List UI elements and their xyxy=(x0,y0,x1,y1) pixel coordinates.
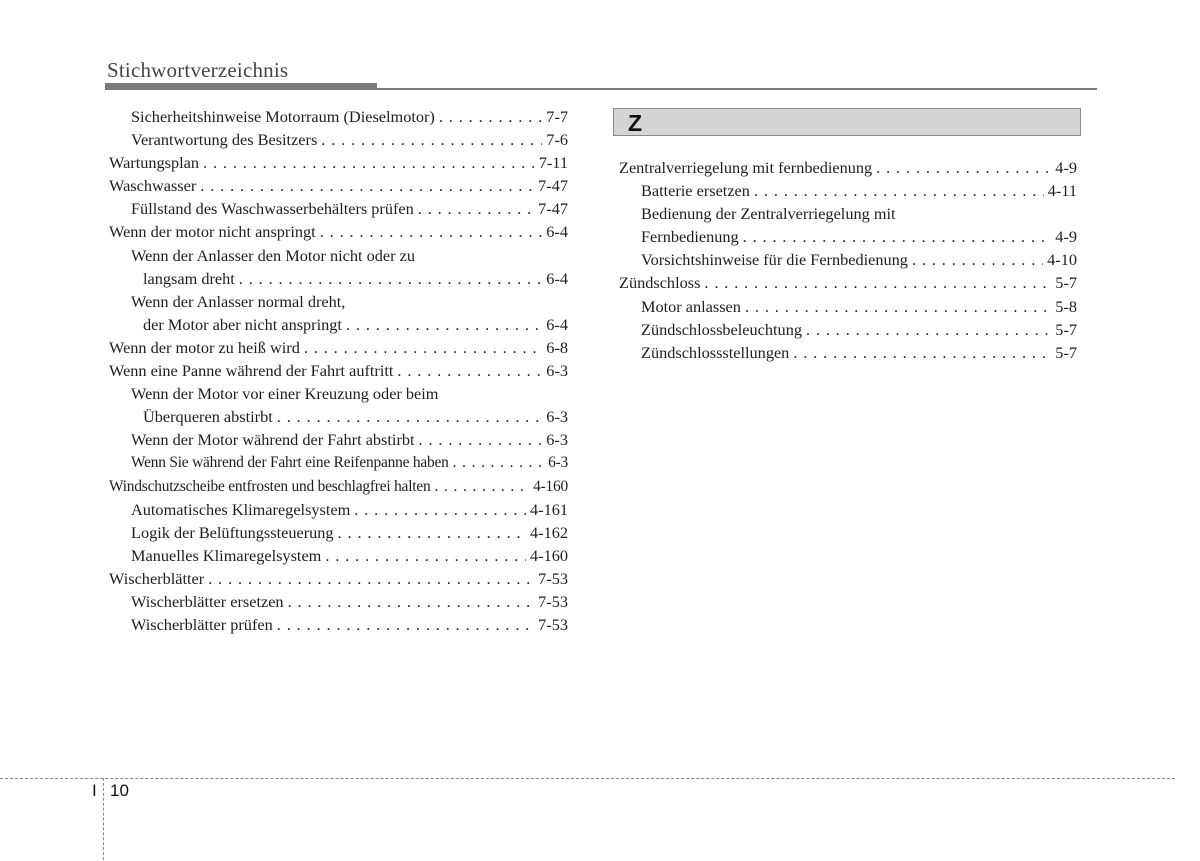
index-term: der Motor aber nicht anspringt xyxy=(143,314,342,334)
dot-leader xyxy=(419,428,543,451)
index-entry xyxy=(619,225,1077,248)
index-page-ref: 6-4 xyxy=(546,222,568,242)
index-term: Zündschlossstellungen xyxy=(641,342,790,362)
index-term: Motor anlassen xyxy=(641,296,741,316)
index-term: Wenn der Motor während der Fahrt abstirbt xyxy=(131,430,415,450)
index-page-ref: 5-7 xyxy=(1055,273,1077,293)
index-page-ref: 7-6 xyxy=(546,130,568,150)
dot-leader xyxy=(876,156,1051,179)
index-term: Wenn eine Panne während der Fahrt auftritt xyxy=(109,361,394,381)
index-term: Überqueren abstirbt xyxy=(143,407,273,427)
dot-leader xyxy=(912,248,1043,271)
dot-leader xyxy=(745,295,1051,318)
index-page-ref: 7-11 xyxy=(538,153,568,173)
index-page-ref: 5-8 xyxy=(1055,296,1077,316)
index-term: Wenn der motor nicht anspringt xyxy=(109,222,316,242)
index-term: Batterie ersetzen xyxy=(641,181,750,201)
index-entry xyxy=(109,498,568,521)
index-term: Zentralverriegelung mit fernbedienung xyxy=(619,158,873,177)
dot-leader xyxy=(277,613,534,636)
dot-leader xyxy=(338,521,526,544)
page-title: Stichwortverzeichnis xyxy=(107,58,289,82)
index-page-ref: 4-162 xyxy=(530,522,568,542)
index-entry xyxy=(619,179,1077,202)
index-term: Zündschlossbeleuchtung xyxy=(641,319,802,339)
index-entry xyxy=(619,156,1077,179)
dot-leader xyxy=(200,174,534,197)
index-entry xyxy=(109,313,568,336)
index-entry xyxy=(109,359,568,382)
dot-leader xyxy=(304,336,542,359)
index-entry xyxy=(619,295,1077,318)
index-term: Wischerblätter ersetzen xyxy=(131,591,284,611)
index-page-ref: 6-4 xyxy=(546,268,568,288)
footer-page-number: 10 xyxy=(110,781,129,800)
index-entry xyxy=(109,590,568,613)
index-page-ref: 4-9 xyxy=(1055,158,1077,177)
index-entry xyxy=(109,128,568,151)
index-page-ref: 4-161 xyxy=(530,499,568,519)
index-term: Logik der Belüftungssteuerung xyxy=(131,522,334,542)
index-entry xyxy=(109,174,568,197)
index-entry xyxy=(109,405,568,428)
dot-leader xyxy=(754,179,1044,202)
index-page-ref: 4-11 xyxy=(1047,181,1077,201)
index-entry xyxy=(109,220,568,243)
index-term: Waschwasser xyxy=(109,176,197,196)
dot-leader xyxy=(208,567,534,590)
index-term: Wenn der motor zu heiß wird xyxy=(109,337,300,357)
dot-leader xyxy=(418,197,534,220)
dot-leader xyxy=(704,271,1051,294)
index-page-ref: 4-10 xyxy=(1047,250,1077,270)
index-page-ref: 5-7 xyxy=(1055,319,1077,339)
dot-leader xyxy=(434,475,529,498)
index-term: Windschutzscheibe entfrosten und beschlagfrei halten xyxy=(109,477,431,495)
dot-leader xyxy=(288,590,535,613)
index-term: Automatisches Klimaregelsystem xyxy=(131,499,351,519)
dot-leader xyxy=(239,267,543,290)
dot-leader xyxy=(320,220,543,243)
index-text-line: Wenn der Anlasser den Motor nicht oder zu xyxy=(131,245,415,265)
index-page-ref: 7-7 xyxy=(546,107,568,126)
header-rule-thin xyxy=(105,88,1097,90)
index-page-ref: 6-8 xyxy=(546,337,568,357)
dot-leader xyxy=(354,498,526,521)
index-page-ref: 7-53 xyxy=(538,568,568,588)
index-term: Füllstand des Waschwasserbehälters prüfen xyxy=(131,199,414,219)
dot-leader xyxy=(346,313,542,336)
dot-leader xyxy=(397,359,542,382)
dot-leader xyxy=(806,318,1051,341)
index-page-ref: 7-47 xyxy=(538,199,568,219)
index-entry xyxy=(109,428,568,451)
index-term: Zündschloss xyxy=(619,273,701,293)
index-text-line: Wenn der Motor vor einer Kreuzung oder beim xyxy=(131,384,439,404)
index-entry xyxy=(109,475,568,498)
index-page-ref: 6-3 xyxy=(546,430,568,450)
index-entry xyxy=(109,613,568,636)
dot-leader xyxy=(325,544,526,567)
index-text-line: Bedienung der Zentralverriegelung mit xyxy=(641,204,896,224)
index-entry xyxy=(109,544,568,567)
index-page-ref: 7-47 xyxy=(538,176,568,196)
dot-leader xyxy=(743,225,1052,248)
index-term: Vorsichtshinweise für die Fernbedienung xyxy=(641,250,908,270)
index-page-ref: 7-53 xyxy=(538,591,568,611)
section-header-z xyxy=(613,108,1081,136)
index-entry xyxy=(619,341,1077,364)
index-term: Fernbedienung xyxy=(641,227,739,247)
index-page-ref: 6-3 xyxy=(546,407,568,427)
index-term: Wartungsplan xyxy=(109,153,200,173)
index-page-ref: 4-9 xyxy=(1055,227,1077,247)
dot-leader xyxy=(321,128,542,151)
index-entry xyxy=(619,271,1077,294)
footer-rule xyxy=(0,778,1175,779)
index-term: Wischerblätter prüfen xyxy=(131,615,273,635)
footer-vertical-rule xyxy=(103,778,104,860)
index-entry xyxy=(109,197,568,220)
index-entry xyxy=(619,318,1077,341)
index-page-ref: 7-53 xyxy=(538,615,568,635)
index-term: Sicherheitshinweise Motorraum (Dieselmotor) xyxy=(131,107,435,126)
index-term: Verantwortung des Besitzers xyxy=(131,130,318,150)
index-page-ref: 4-160 xyxy=(530,545,568,565)
index-term: Manuelles Klimaregelsystem xyxy=(131,545,322,565)
index-page-ref: 6-4 xyxy=(546,314,568,334)
index-page-ref: 4-160 xyxy=(533,477,568,495)
index-text-line: Wenn der Anlasser normal dreht, xyxy=(131,291,346,311)
index-term: langsam dreht xyxy=(143,268,235,288)
dot-leader xyxy=(277,405,543,428)
section-letter: Z xyxy=(628,110,643,136)
index-column-left xyxy=(109,105,568,636)
index-term: Wischerblätter xyxy=(109,568,205,588)
index-page-ref: 6-3 xyxy=(548,454,568,472)
index-entry xyxy=(109,451,568,474)
index-term: Wenn Sie während der Fahrt eine Reifenpanne haben xyxy=(131,454,449,472)
index-entry xyxy=(109,336,568,359)
index-entry xyxy=(109,151,568,174)
index-entry xyxy=(109,105,568,128)
dot-leader xyxy=(203,151,535,174)
dot-leader xyxy=(793,341,1051,364)
dot-leader xyxy=(439,105,542,128)
index-page-ref: 6-3 xyxy=(546,361,568,381)
dot-leader xyxy=(453,451,544,474)
index-page-ref: 5-7 xyxy=(1055,342,1077,362)
footer-section: I xyxy=(92,781,97,800)
index-entry xyxy=(619,248,1077,271)
index-column-right xyxy=(619,156,1077,364)
index-entry xyxy=(109,521,568,544)
index-entry xyxy=(109,267,568,290)
index-entry xyxy=(109,567,568,590)
